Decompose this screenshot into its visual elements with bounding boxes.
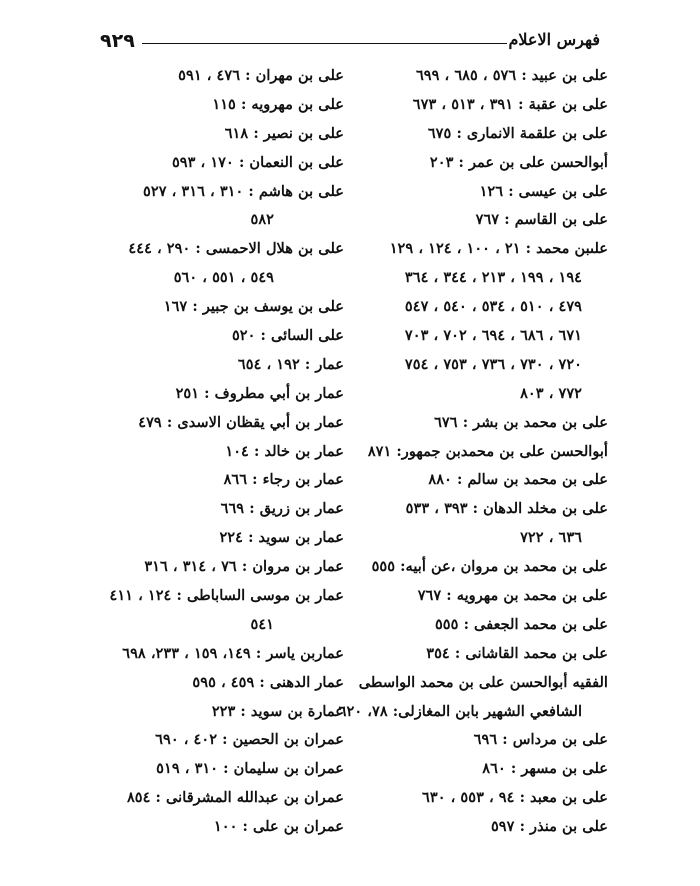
index-entry: على بن محمد القاشانى : ٣٥٤ bbox=[426, 644, 608, 662]
index-entry-continuation: ١٩٤ ، ١٩٩ ، ٢١٣ ، ٣٤٤ ، ٣٦٤ bbox=[404, 269, 582, 287]
index-entry: على بن يوسف بن جبير : ١٦٧ bbox=[163, 298, 344, 316]
index-entry-continuation: ٤٧٩ ، ٥١٠ ، ٥٣٤ ، ٥٤٠ ، ٥٤٧ bbox=[404, 298, 582, 316]
index-entry: على بن مخلد الدهان : ٣٩٣ ، ٥٣٣ bbox=[405, 500, 608, 518]
index-entry: على بن محمد بن مهرويه : ٧٦٧ bbox=[417, 587, 608, 605]
index-entry: على بن هاشم : ٣١٠ ، ٣١٦ ، ٥٢٧ bbox=[143, 182, 344, 200]
index-entry: عمران بن سليمان : ٣١٠ ، ٥١٩ bbox=[156, 760, 344, 778]
index-entry: علىبن محمد : ٢١ ، ١٠٠ ، ١٢٤ ، ١٢٩ bbox=[389, 240, 608, 258]
index-entry: عمار بن مروان : ٧٦ ، ٣١٤ ، ٣١٦ bbox=[144, 558, 344, 576]
index-entry: عمار بن أبي يقظان الاسدى : ٤٧٩ bbox=[138, 413, 344, 431]
index-column-left bbox=[99, 62, 344, 842]
index-entry: على بن عقبة : ٣٩١ ، ٥١٣ ، ٦٧٣ bbox=[412, 95, 608, 113]
index-entry: على بن عبيد : ٥٧٦ ، ٦٨٥ ، ٦٩٩ bbox=[415, 67, 608, 84]
index-entry-continuation: ٧٧٢ ، ٨٠٣ bbox=[520, 384, 582, 402]
index-entry-continuation: ٦٣٦ ، ٧٢٢ bbox=[520, 529, 582, 547]
index-entry: عمار الدهنى : ٤٥٩ ، ٥٩٥ bbox=[192, 673, 344, 691]
index-entry-continuation: ٥٤٩ ، ٥٥١ ، ٥٦٠ bbox=[173, 269, 274, 287]
index-entry: على بن هلال الاحمسى : ٢٩٠ ، ٤٤٤ bbox=[128, 240, 344, 258]
index-entry: على بن محمد بن مروان ،عن أبيه: ٥٥٥ bbox=[371, 558, 608, 576]
index-entry-continuation: ٦٧١ ، ٦٨٦ ، ٦٩٤ ، ٧٠٢ ، ٧٠٣ bbox=[404, 327, 582, 345]
index-entry-continuation: ٧٢٠ ، ٧٣٠ ، ٧٣٦ ، ٧٥٣ ، ٧٥٤ bbox=[404, 355, 582, 373]
index-column-right bbox=[338, 62, 608, 842]
index-entry: عمار بن موسى الساباطى : ١٢٤ ، ٤١١ bbox=[109, 587, 344, 605]
index-entry: الفقيه أبوالحسن على بن محمد الواسطى bbox=[358, 673, 608, 691]
index-entry: على بن مهران : ٤٧٦ ، ٥٩١ bbox=[178, 67, 344, 84]
index-entry: عمران بن على : ١٠٠ bbox=[213, 818, 344, 836]
index-entry: عمران بن الحصين : ٤٠٢ ، ٦٩٠ bbox=[155, 731, 344, 749]
index-entry: على بن محمد بن بشر : ٦٧٦ bbox=[434, 413, 608, 431]
header-rule bbox=[142, 43, 507, 44]
index-entry: على بن النعمان : ١٧٠ ، ٥٩٣ bbox=[171, 153, 344, 171]
index-entry: عمار : ١٩٢ ، ٦٥٤ bbox=[237, 355, 344, 373]
page-title: فهرس الاعلام bbox=[508, 30, 600, 49]
index-entry: عمران بن عبدالله المشرقانى : ٨٥٤ bbox=[126, 789, 344, 807]
index-entry: على السائى : ٥٢٠ bbox=[231, 327, 344, 345]
index-entry-continuation: الشافعي الشهير بابن المغازلى: ٧٨، ٦٢٠ bbox=[338, 702, 582, 720]
index-entry: عمارة بن سويد : ٢٢٣ bbox=[211, 702, 344, 720]
index-entry-continuation: ٥٤١ bbox=[250, 615, 274, 633]
index-entry: عمار بن زريق : ٦٦٩ bbox=[220, 500, 344, 518]
index-entry: على بن عيسى : ١٢٦ bbox=[479, 182, 608, 200]
index-entry: على بن محمد الجعفى : ٥٥٥ bbox=[434, 615, 608, 633]
index-entry: عمار بن رجاء : ٨٦٦ bbox=[223, 471, 344, 489]
index-entry: على بن القاسم : ٧٦٧ bbox=[475, 211, 608, 229]
index-entry: على بن منذر : ٥٩٧ bbox=[490, 818, 608, 836]
index-entry: عمار بن أبي مطروف : ٢٥١ bbox=[175, 384, 344, 402]
index-entry: عمار بن خالد : ١٠٤ bbox=[225, 442, 344, 460]
index-entry: على بن محمد بن سالم : ٨٨٠ bbox=[428, 471, 608, 489]
index-entry: على بن نصير : ٦١٨ bbox=[224, 124, 344, 142]
index-entry-continuation: ٥٨٢ bbox=[250, 211, 274, 229]
index-entry: أبوالحسن على بن عمر : ٢٠٣ bbox=[429, 153, 608, 171]
page-header bbox=[100, 30, 600, 60]
index-entry: أبوالحسن على بن محمدبن جمهور: ٨٧١ bbox=[367, 442, 608, 460]
index-entry: على بن معبد : ٩٤ ، ٥٥٣ ، ٦٣٠ bbox=[422, 789, 608, 807]
index-entry: على بن مسهر : ٨٦٠ bbox=[482, 760, 608, 778]
index-entry: عمار بن سويد : ٢٢٤ bbox=[219, 529, 344, 547]
index-entry: عماربن ياسر : ١٤٩، ١٥٩ ، ٢٣٣، ٦٩٨ bbox=[122, 644, 344, 662]
index-entry: على بن مرداس : ٦٩٦ bbox=[473, 731, 608, 749]
index-entry: على بن مهرويه : ١١٥ bbox=[212, 95, 344, 113]
page-number: ٩٢٩ bbox=[100, 30, 135, 52]
index-entry: على بن علقمة الانمارى : ٦٧٥ bbox=[427, 124, 608, 142]
